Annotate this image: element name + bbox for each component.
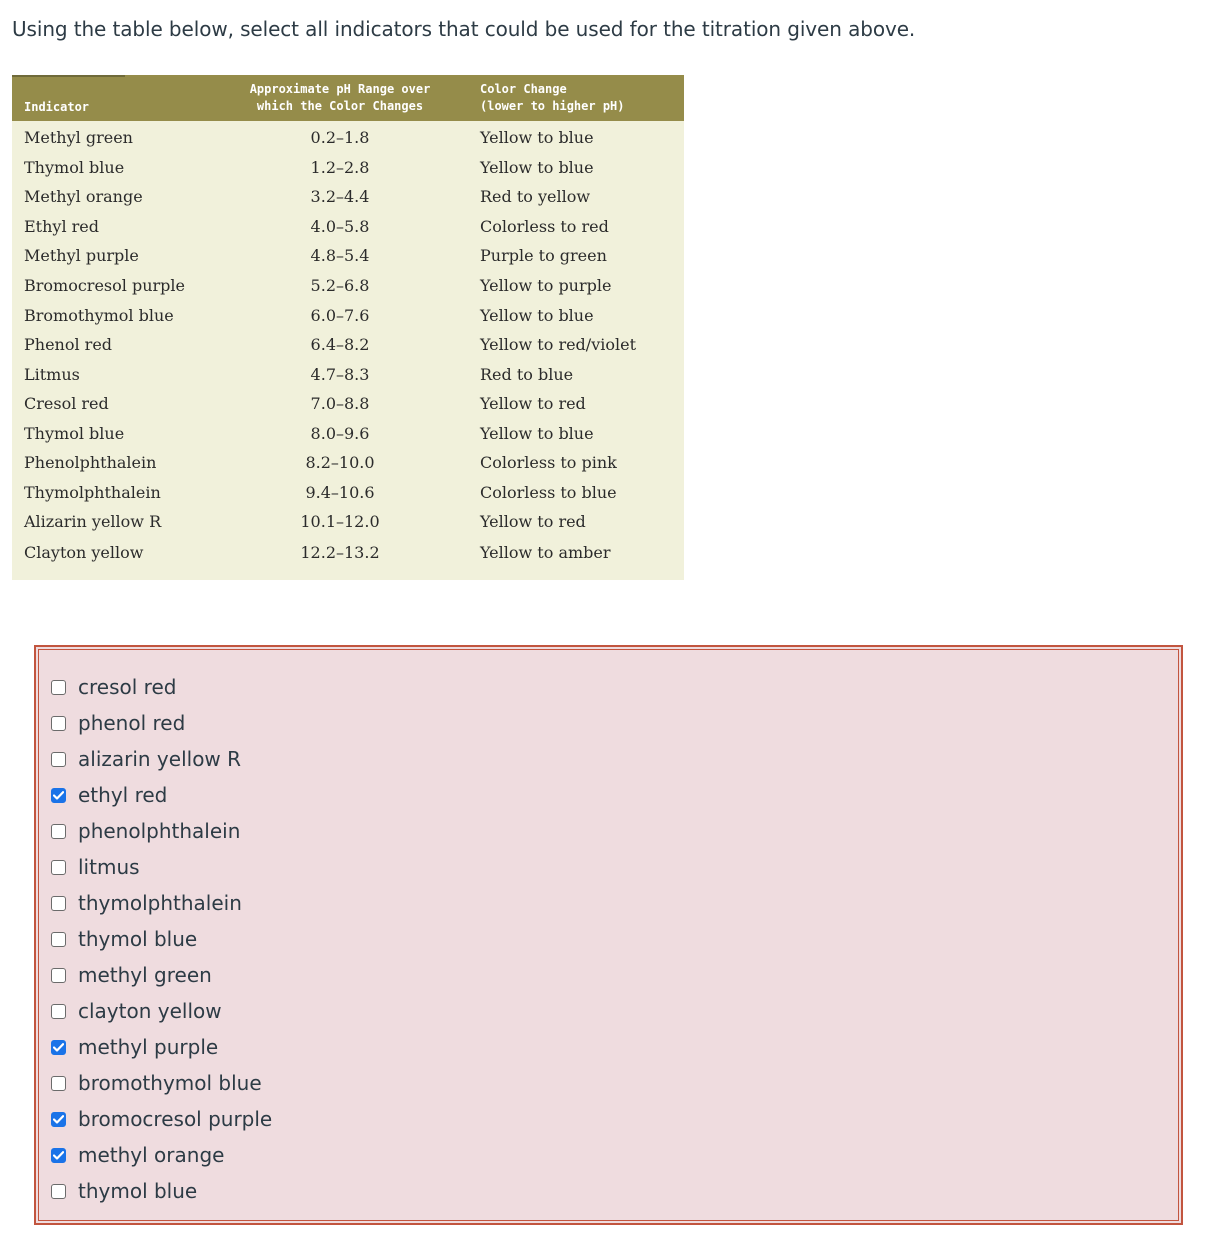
- checkbox[interactable]: [51, 824, 66, 839]
- answer-option[interactable]: [51, 744, 241, 774]
- ph-range-cell: 10.1–12.0: [300, 512, 380, 531]
- table-header: [12, 75, 684, 121]
- answer-option-label[interactable]: methyl orange: [78, 1143, 225, 1167]
- header-indicator: Indicator: [24, 100, 90, 114]
- checkbox-checked[interactable]: [51, 1148, 66, 1163]
- answer-option-label[interactable]: phenolphthalein: [78, 819, 241, 843]
- checkbox-checked[interactable]: [51, 788, 66, 803]
- checkbox[interactable]: [51, 680, 66, 695]
- table-row: [12, 419, 684, 447]
- ph-range-cell: 1.2–2.8: [310, 158, 370, 177]
- header-color-change-line1: Color Change: [480, 82, 567, 96]
- checkbox[interactable]: [51, 1184, 66, 1199]
- indicator-name-cell: Phenolphthalein: [24, 453, 157, 472]
- answer-option[interactable]: [51, 1104, 272, 1134]
- answer-option[interactable]: [51, 924, 197, 954]
- color-change-cell: Yellow to blue: [480, 306, 594, 325]
- checkbox[interactable]: [51, 932, 66, 947]
- indicator-name-cell: Alizarin yellow R: [24, 512, 162, 531]
- color-change-cell: Red to yellow: [480, 187, 591, 206]
- table-row: [12, 478, 684, 506]
- ph-range-cell: 6.0–7.6: [310, 306, 370, 325]
- indicator-table: [12, 75, 684, 580]
- answer-option[interactable]: [51, 816, 240, 846]
- checkbox[interactable]: [51, 860, 66, 875]
- ph-range-cell: 8.2–10.0: [305, 453, 375, 472]
- table-row: [12, 271, 684, 299]
- answer-option-label[interactable]: alizarin yellow R: [78, 747, 242, 771]
- answer-option[interactable]: [51, 672, 176, 702]
- answer-option[interactable]: [51, 1140, 224, 1170]
- header-ph-range-line2: which the Color Changes: [256, 99, 424, 113]
- ph-range-cell: 7.0–8.8: [310, 394, 370, 413]
- indicator-name-cell: Ethyl red: [24, 217, 100, 236]
- answer-option[interactable]: [51, 708, 185, 738]
- table-row: [12, 448, 684, 476]
- answer-option[interactable]: [51, 1068, 262, 1098]
- answer-option-label[interactable]: thymolphthalein: [78, 891, 242, 915]
- answer-option-label[interactable]: bromothymol blue: [78, 1071, 262, 1095]
- header-ph-range: [230, 81, 450, 115]
- answer-option-label[interactable]: thymol blue: [78, 927, 198, 951]
- checkbox[interactable]: [51, 896, 66, 911]
- checkbox-checked[interactable]: [51, 1040, 66, 1055]
- indicator-name-cell: Thymol blue: [24, 424, 125, 443]
- ph-range-cell: 3.2–4.4: [310, 187, 370, 206]
- indicator-name-cell: Phenol red: [24, 335, 113, 354]
- header-accent: [12, 75, 125, 77]
- checkbox[interactable]: [51, 752, 66, 767]
- table-row: [12, 360, 684, 388]
- indicator-name-cell: Cresol red: [24, 394, 109, 413]
- color-change-cell: Colorless to blue: [480, 483, 617, 502]
- table-row: [12, 389, 684, 417]
- ph-range-cell: 6.4–8.2: [310, 335, 370, 354]
- ph-range-cell: 4.0–5.8: [310, 217, 370, 236]
- table-row: [12, 123, 684, 151]
- answer-option[interactable]: [51, 780, 167, 810]
- color-change-cell: Yellow to red: [480, 512, 586, 531]
- color-change-cell: Colorless to pink: [480, 453, 617, 472]
- table-row: [12, 538, 684, 566]
- color-change-cell: Yellow to amber: [480, 543, 611, 562]
- indicator-name-cell: Methyl green: [24, 128, 133, 147]
- checkbox[interactable]: [51, 968, 66, 983]
- answer-option-label[interactable]: methyl purple: [78, 1035, 219, 1059]
- ph-range-cell: 8.0–9.6: [310, 424, 370, 443]
- answer-option[interactable]: [51, 960, 212, 990]
- header-ph-range-line1: Approximate pH Range over: [249, 82, 431, 96]
- ph-range-cell: 0.2–1.8: [310, 128, 370, 147]
- answer-option[interactable]: [51, 888, 242, 918]
- color-change-cell: Yellow to red: [480, 394, 586, 413]
- color-change-cell: Yellow to red/violet: [480, 335, 636, 354]
- table-row: [12, 153, 684, 181]
- answer-options-panel: [34, 645, 1183, 1225]
- header-color-change-line2: (lower to higher pH): [480, 99, 625, 113]
- answer-option-label[interactable]: clayton yellow: [78, 999, 222, 1023]
- answer-option[interactable]: [51, 996, 222, 1026]
- checkmark-icon: [53, 791, 64, 800]
- table-row: [12, 330, 684, 358]
- answer-option-label[interactable]: litmus: [78, 855, 140, 879]
- header-color-change: [480, 81, 625, 115]
- table-row: [12, 241, 684, 269]
- color-change-cell: Yellow to blue: [480, 128, 594, 147]
- checkbox[interactable]: [51, 1076, 66, 1091]
- answer-option[interactable]: [51, 1176, 197, 1206]
- ph-range-cell: 9.4–10.6: [305, 483, 375, 502]
- indicator-name-cell: Methyl orange: [24, 187, 143, 206]
- checkbox[interactable]: [51, 716, 66, 731]
- checkmark-icon: [53, 1043, 64, 1052]
- table-row: [12, 212, 684, 240]
- color-change-cell: Yellow to purple: [480, 276, 612, 295]
- indicator-name-cell: Clayton yellow: [24, 543, 144, 562]
- indicator-name-cell: Thymolphthalein: [24, 483, 161, 502]
- ph-range-cell: 12.2–13.2: [300, 543, 380, 562]
- color-change-cell: Colorless to red: [480, 217, 609, 236]
- ph-range-cell: 4.7–8.3: [310, 365, 370, 384]
- checkmark-icon: [53, 1151, 64, 1160]
- answer-option-label[interactable]: bromocresol purple: [78, 1107, 273, 1131]
- color-change-cell: Yellow to blue: [480, 424, 594, 443]
- checkbox[interactable]: [51, 1004, 66, 1019]
- ph-range-cell: 4.8–5.4: [310, 246, 370, 265]
- question-prompt: Using the table below, select all indicators that could be used for the titration given above.: [12, 17, 916, 41]
- answer-option[interactable]: [51, 852, 140, 882]
- answer-option[interactable]: [51, 1032, 218, 1062]
- indicator-name-cell: Bromocresol purple: [24, 276, 185, 295]
- color-change-cell: Red to blue: [480, 365, 574, 384]
- indicator-name-cell: Methyl purple: [24, 246, 139, 265]
- table-row: [12, 507, 684, 535]
- answer-option-label[interactable]: ethyl red: [78, 783, 168, 807]
- indicator-name-cell: Bromothymol blue: [24, 306, 174, 325]
- checkmark-icon: [53, 1115, 64, 1124]
- table-row: [12, 182, 684, 210]
- answer-option-label[interactable]: phenol red: [78, 711, 186, 735]
- table-row: [12, 301, 684, 329]
- answer-option-label[interactable]: cresol red: [78, 675, 177, 699]
- ph-range-cell: 5.2–6.8: [310, 276, 370, 295]
- answer-option-label[interactable]: thymol blue: [78, 1179, 198, 1203]
- color-change-cell: Yellow to blue: [480, 158, 594, 177]
- indicator-name-cell: Thymol blue: [24, 158, 125, 177]
- answer-option-label[interactable]: methyl green: [78, 963, 212, 987]
- checkbox-checked[interactable]: [51, 1112, 66, 1127]
- color-change-cell: Purple to green: [480, 246, 607, 265]
- indicator-name-cell: Litmus: [24, 365, 80, 384]
